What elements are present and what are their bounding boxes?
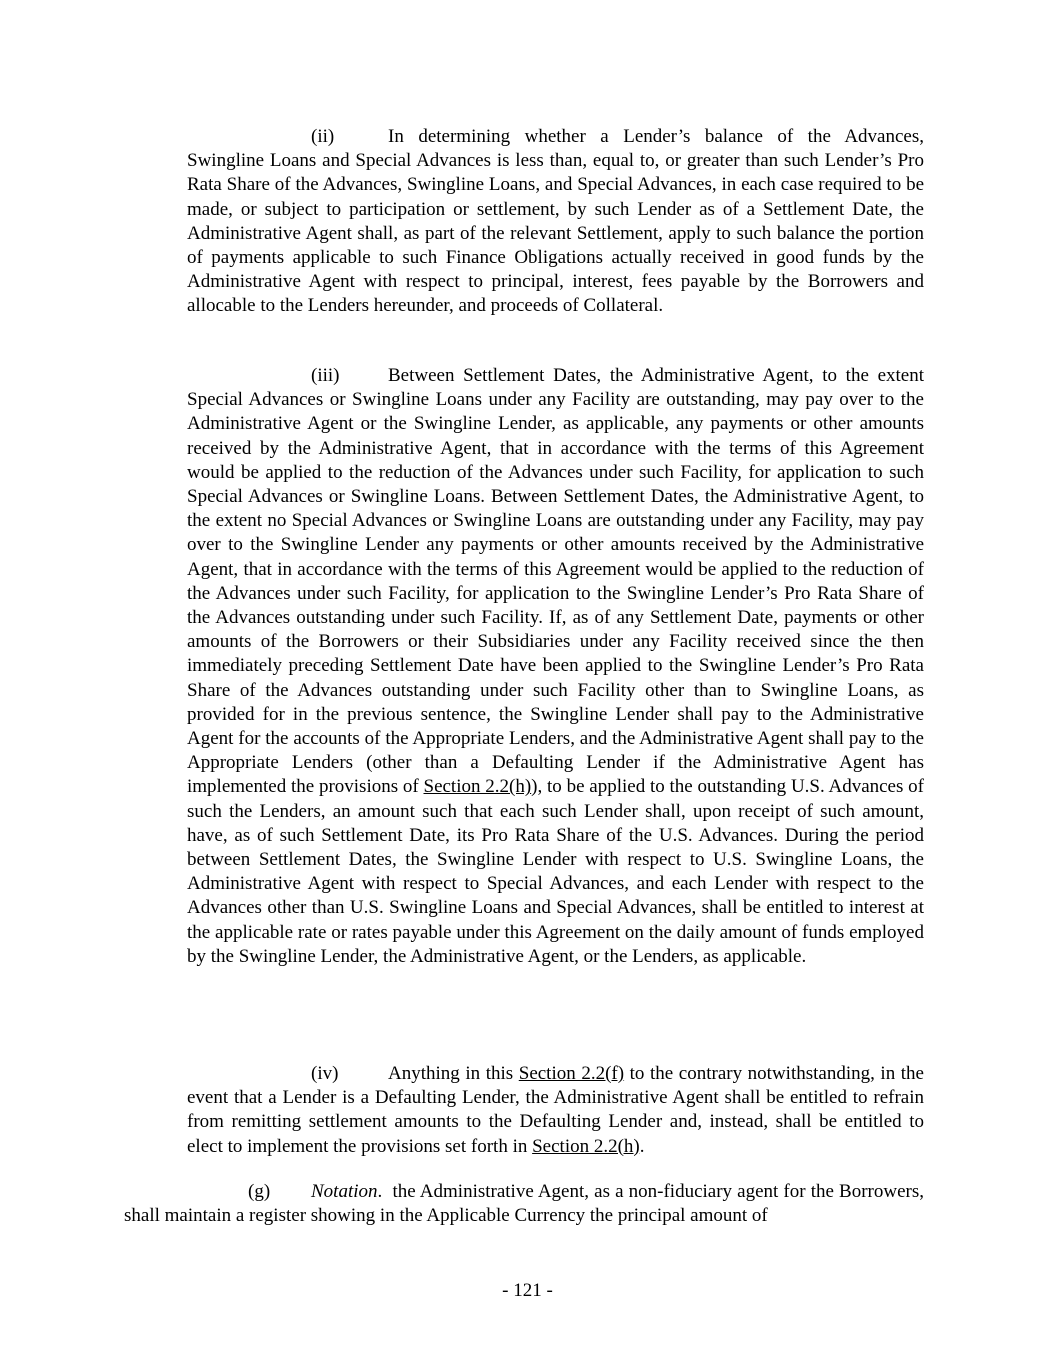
paragraph-heading: Notation [311,1181,378,1202]
section-reference-link: Section 2.2(h) [532,1135,640,1157]
section-reference-link: Section 2.2(h) [423,776,532,798]
paragraph-iv [187,1062,924,1159]
paragraph-text: to the contrary notwithstanding, in the event that a Lender is a Defaulting Lender, the Administrative Agent shall be entitled to refrain from remitting settlement amounts to the Defaulting Lender and, instead, shall be entitled to elect to implement the provisions set forth in [187,1063,924,1157]
section-reference-link: Section 2.2(f) [518,1063,625,1084]
paragraph-ii [187,125,924,319]
paragraph-text: the Administrative Agent, as a non-fiduciary agent for the Borrowers, shall maintain a register showing in the Applicable Currency the principal amount of [124,1181,929,1227]
paragraph-iii [187,364,924,969]
paragraph-text: In determining whether a Lender’s balance of the Advances, Swingline Loans and Special Advances is less than, equal to, or greater than such Lender’s Pro Rata Share of the Advances, Swingline Loans, and Special Advances, in each case required to be made, or subject to participation or settlement, by such Lender as of a Settlement Date, the Administrative Agent shall, as part of the relevant Settlement, apply to such balance the portion of payments applicable to such Finance Obligations actually received in good funds by the Administrative Agent with respect to principal, interest, fees payable by the Borrowers and allocable to the Lenders hereunder, and proceeds of Collateral. [187,126,924,317]
paragraph-text: Between Settlement Dates, the Administrative Agent, to the extent Special Advances or Swingline Loans under any Facility are outstanding, may pay over to the Administrative Agent or the Swingline Lender, as applicable, any payments or other amounts received by the Administrative Agent, that in accordance with the terms of this Agreement would be applied to the reduction of the Advances under such Facility, for application to such Special Advances or Swingline Loans. Between Settlement Dates, the Administrative Agent, to the extent no Special Advances or Swingline Loans are outstanding under any Facility, may pay over to the Swingline Lender any payments or other amounts received by the Administrative Agent, that in accordance with the terms of this Agreement would be applied to the reduction of the Advances under such Facility, for application to the Swingline Lender’s Pro Rata Share of the Advances outstanding under such Facility. If, as of any Settlement Date, payments or other amounts of the Borrowers or their Subsidiaries under any Facility received since the then immediately preceding Settlement Date have been applied to the Swingline Lender’s Pro Rata Share of the Advances outstanding under such Facility other than to Swingline Loans, as provided for in the previous sentence, the Swingline Lender shall pay to the Administrative Agent for the accounts of the Appropriate Lenders, and the Administrative Agent shall pay to the Appropriate Lenders (other than a Defaulting Lender if the Administrative Agent has implemented the provisions of [187,365,924,798]
paragraph-number: (iii) [311,365,340,386]
paragraph-text: . [639,1135,645,1157]
paragraph-text: Anything in this [388,1063,519,1084]
page-number: - 121 - [502,1280,553,1301]
heading-punctuation: . [377,1181,383,1202]
paragraph-number: (g) [248,1181,271,1202]
paragraph-text: ), to be applied to the outstanding U.S. Advances of such the Lenders, an amount such that each such Lender shall, upon receipt of such amount, have, as of such Settlement Date, its Pro Rata Share of the U.S. Advances. During the period between Settlement Dates, the Swingline Lender with respect to U.S. Swingline Loans, the Administrative Agent with respect to Special Advances, and each Lender with respect to the Advances other than U.S. Swingline Loans and Special Advances, shall be entitled to interest at the applicable rate or rates payable under this Agreement on the daily amount of funds employed by the Swingline Lender, the Administrative Agent, or the Lenders, as applicable. [187,776,924,967]
paragraph-g [124,1180,929,1228]
paragraph-number: (ii) [311,126,335,147]
paragraph-number: (iv) [311,1063,339,1084]
